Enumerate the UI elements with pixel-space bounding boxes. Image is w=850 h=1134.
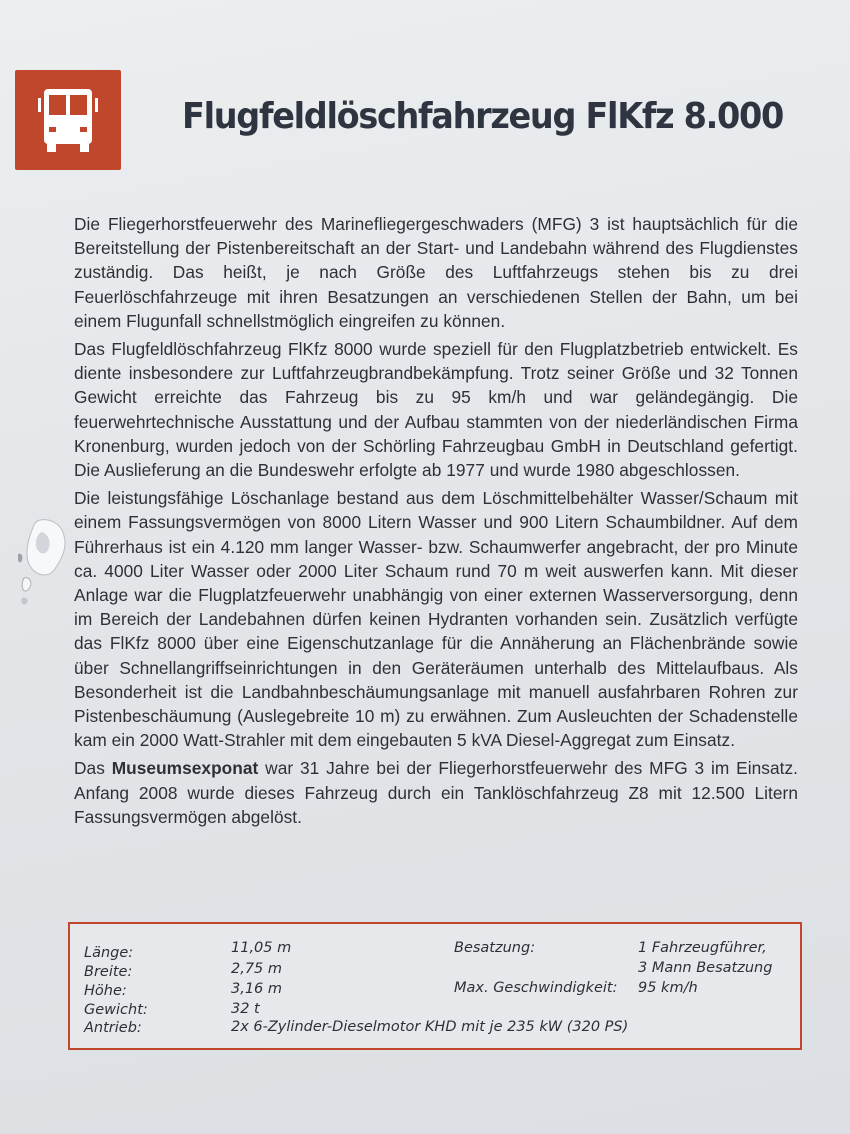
paragraph-extinguishing-system: Die leistungsfähige Löschanlage bestand aus dem Löschmittelbehälter Wasser/Schaum mit einem Fassungsvermögen von 8000 Litern Wasser und 900 Litern Schaumbildner. Auf dem Führerhaus ist ein 4.120 mm langer Wasser- bzw. Schaumwerfer angebracht, der pro Minute ca. 4000 Liter Wasser oder 2000 Liter Schaum rund 70 m weit auswerfen kann. Mit dieser Anlage war die Flugplatzfeuerwehr unabhängig von einer externen Wasserversorgung, denn im Bereich der Landebahnen dürfen keinen Hydranten vorhanden sein. Zusätzlich verfügte das FlKfz 8000 über eine Eigenschutzanlage für die Annäherung an Flächenbrände sowie über Schnellangriffseinrichtungen in den Geräteräumen unterhalb des Mittelaufbaus. Als Besonderheit ist die Landbahnbeschäumungsanlage mit manuell ausfahrbaren Rohren zur Pistenbeschäumung (Auslegebreite 10 m) zu erwähnen. Zum Ausleuchten der Schadenstelle kam ein 2000 Watt-Strahler mit dem eingebauten 5 kVA Diesel-Aggregat zum Einsatz. [74,488,798,751]
museum-exhibit-highlight: Museumsexponat [111,758,259,779]
spec-value-hoehe: 3,16 m [231,981,283,997]
spec-label-besatzung: Besatzung: [454,940,536,956]
paragraph-museum-before: Das [74,758,112,779]
spec-value-gewicht: 32 t [231,1001,260,1017]
spec-value-max-speed: 95 km/h [638,980,698,996]
spec-value-besatzung-1: 1 Fahrzeugführer, [638,940,767,956]
paragraph-museum-exhibit [74,756,798,829]
fire-truck-logo [15,70,121,170]
spec-value-laenge: 11,05 m [231,940,292,956]
spec-label-hoehe: Höhe: [84,983,127,999]
specifications-box [68,922,802,1050]
description-text [74,212,798,833]
spec-label-laenge: Länge: [84,945,134,961]
paragraph-vehicle: Das Flugfeldlöschfahrzeug FlKfz 8000 wurde speziell für den Flugplatzbetrieb entwickelt. Es diente insbesondere zur Luftfahrzeugbrandbekämpfung. Trotz seiner Größe und 32 Tonnen Gewicht erreichte das Fahrzeug bis zu 95 km/h und war geländegängig. Die feuerwehrtechnische Ausstattung und der Aufbau stammten von der niederländischen Firma Kronenburg, wurden jedoch von der Schörling Fahrzeugbau GmbH in Deutschland gefertigt. Die Auslieferung an die Bundeswehr erfolgte ab 1977 und wurde 1980 abgeschlossen. [74,339,798,481]
spec-value-antrieb: 2x 6-Zylinder-Dieselmotor KHD mit je 235 kW (320 PS) [231,1019,629,1035]
spec-label-max-speed: Max. Geschwindigkeit: [454,980,618,996]
paragraph-intro: Die Fliegerhorstfeuerwehr des Marinefliegergeschwaders (MFG) 3 ist hauptsächlich für die Bereitstellung der Pistenbereitschaft an der Start- und Landebahn während des Flugdienstes zuständig. Das heißt, je nach Größe des Luftfahrzeugs stehen bis zu drei Feuerlöschfahrzeuge mit ihren Besatzungen an verschiedenen Stellen der Bahn, um bei einem Flugunfall schnellstmöglich eingreifen zu können. [74,214,798,331]
fire-truck-front-icon [15,70,121,170]
spec-label-breite: Breite: [84,964,133,980]
spec-value-besatzung-2: 3 Mann Besatzung [638,960,773,976]
paragraph-museum-after: war 31 Jahre bei der Fliegerhorstfeuerwehr des MFG 3 im Einsatz. Anfang 2008 wurde dieses Fahrzeug durch ein Tanklöschfahrzeug Z8 mit 12.500 Litern Fassungsvermögen abgelöst. [74,758,799,827]
peeled-paint-mark [18,518,72,606]
spec-value-breite: 2,75 m [231,961,283,977]
page-title: Flugfeldlöschfahrzeug FlKfz 8.000 [182,96,784,137]
spec-label-gewicht: Gewicht: [84,1002,148,1018]
spec-label-antrieb: Antrieb: [84,1020,142,1036]
